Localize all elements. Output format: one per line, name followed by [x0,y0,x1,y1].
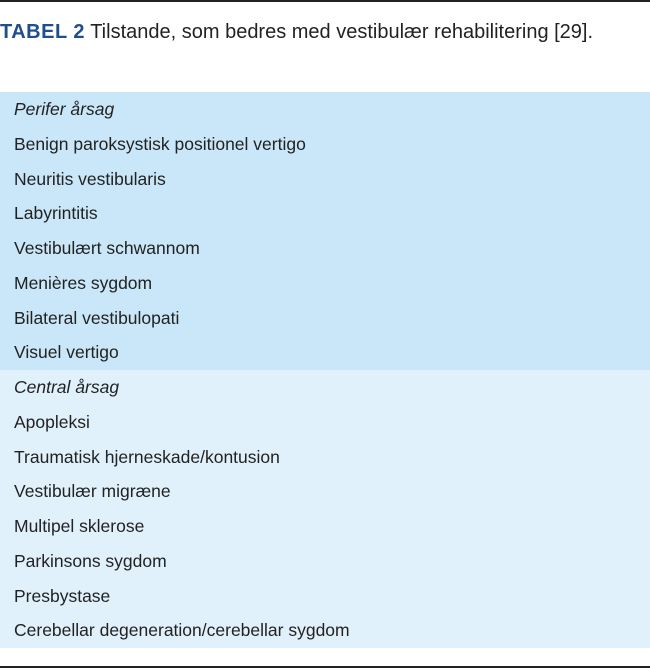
list-item: Benign paroksystisk positionel vertigo [14,133,306,154]
section-heading-central: Central årsag [14,377,120,397]
table-label: TABEL 2 [0,21,85,43]
conditions-table [0,92,650,648]
list-item: Parkinsons sygdom [14,550,167,571]
list-item: Presbystase [14,585,111,606]
list-item: Labyrintitis [14,203,98,224]
bottom-rule [0,666,650,668]
list-item: Bilateral vestibulopati [14,307,180,328]
list-item: Multipel sklerose [14,516,145,536]
list-item: Traumatisk hjerneskade/kontusion [14,446,280,467]
list-item: Vestibulært schwannom [14,238,200,258]
list-item: Cerebellar degeneration/cerebellar sygdom [14,620,350,641]
list-item: Apopleksi [14,411,90,432]
section-heading-peripheral: Perifer årsag [14,99,115,119]
section-central [0,370,650,648]
top-rule [0,0,650,2]
list-item: Vestibulær migræne [14,481,171,502]
table-caption-text: Tilstande, som bedres med vestibulær rehabilitering [29]. [90,21,594,43]
list-item: Neuritis vestibularis [14,168,166,189]
table-caption [0,19,640,45]
section-peripheral [0,92,650,370]
list-item: Visuel vertigo [14,342,119,363]
list-item: Menières sygdom [14,272,153,293]
